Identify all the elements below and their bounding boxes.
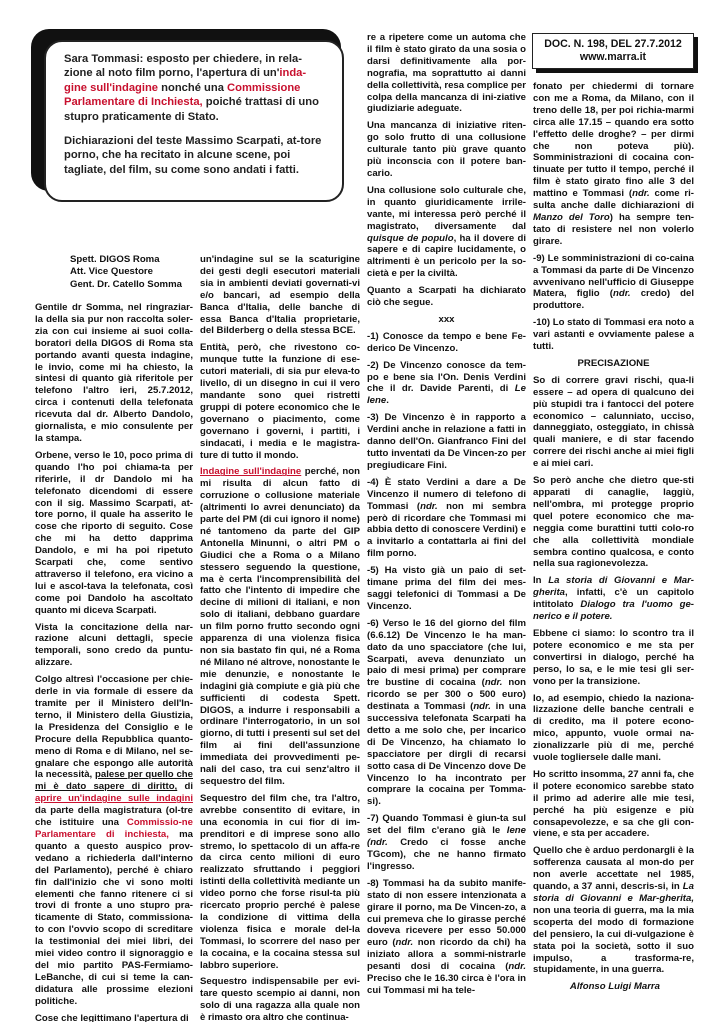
text-span: , ha il dovere di sapere e di capire lucidamente, o altrimenti è un pericolo per la so-cietà e per la civiltà. [367,232,526,280]
column-2 [200,254,360,1022]
italic-text: Le Iene [367,383,526,407]
column-3 [367,32,526,1022]
paragraph: Orbene, verso le 10, poco prima di quando l'ho poi chiama-ta per riferirle, il dr Dandolo mi ha telefonato dicendomi di essere con il sig. Massimo Scarpati, at-tore porno, il quale ha asserito le cose che riporto di seguito. Cose che mi ha detto dapprima Dandolo, e mi ha poi ripetuto Scarpati che, come sentivo attraverso il telefono, era vicino a lui e ascol-tava la telefonata, così come poi Dandolo ha ascoltato quanto mi diceva Scarpati. [35,449,193,616]
list-item: -5) Ha visto già un paio di set-timane prima del film dei mes-saggi telefonici di Tommasi a De Vincenzo. [367,565,526,612]
red-underlined-text: aprire un'indagine sulle indagini [35,793,193,805]
underlined-text: palese per quello che mi è dato sapere di diritto, [35,769,193,793]
header-title-part: Sara Tommasi: esposto per chiedere, in rela-zione al noto film porno, l'apertura di un' [64,53,302,80]
text-span: -7) Quando Tommasi è giun-ta sul set del film c'erano già le [367,813,526,837]
paragraph [200,466,360,787]
italic-text: ndr. [473,701,491,713]
text-span: non mi sembra però di ricordare che Tommasi mi abbia detto di conoscere Verdini) e a invitarlo a contattarla ai fini del film porno. [367,500,526,560]
text-span: -6) Verso le 16 del giorno del film (6.6.12) De Vincenzo le ha man-dato da uno spacciatore (che lui, Scarpati, aveva denunziato un paio di mesi prima) per comprare tre bustine di cocaina ( [367,617,526,689]
address-line: Gent. Dr. Catello Somma [70,278,182,290]
text-span: -4) È stato Verdini a dare a De Vincenzo il numero di telefono di Tommasi ( [367,476,526,512]
paragraph: Entità, però, che rivestono co-munque tutte la funzione di ese-cutori materiali, di sia pur eleva-to livello, di un disegno in cui il vero mandante sono quei ristretti gruppi di potere economico che le governano o piacimento, come governano i governi, i partiti, i sindacati, i media e le magistra-ture di tutto il mondo. [200,342,360,461]
paragraph: Gentile dr Somma, nel ringraziar-la della sia pur non raccolta soler-zia con cui insieme ai suoi colla-boratori della DIGOS di Roma sta portando avanti questa indagine, le invio, come mi ha chiesto, la sintesi di quanto già riferitole per telefono l'altro ieri, 25.7.2012, circa i contenuti della telefonata ricevuta dal dr. Alberto Dandolo, giornalista, e mio consulente per la stampa. [35,302,193,444]
text-span: come ri-sulta anche dalle dichiarazioni di [533,188,694,212]
list-item [367,618,526,809]
italic-text: ndr. [612,288,631,300]
red-text: Commissio-ne Parlamentare di inchiesta, [35,817,193,840]
text-span: Credo ci fosse anche TGcom), che ne hanno firmato l'ingresso. [367,837,526,872]
italic-text: Manzo del Toro [533,211,610,223]
text-span: Preciso che le 16.30 circa è l'ora in cui Tommasi mi ha tele- [367,973,526,996]
text-span: perché, non mi risulta di alcun fatto di corruzione o collusione materiale (altrimenti lo avrei denunciato) da parte del PM (di cui ignoro il nome) né tantomeno da parte del GIP Antonella Minunni, o altri PM o Giudici che a Roma o a Milano stessero seguendo la questione, ma è certa l'incomprensibilità del fatto che l'intento di impedire che decine di milioni di italiani, e non solo di italiani, debbano guardare un film porno frutto secondo ogni apparenza di una violenza fisica non sia bastato fin qui, né a Roma né Milano né altrove, nonostante le mie denunzie, e nonostante le indagini già compiute e già più che sufficienti di codesta Spett. DIGOS, a indurre i responsabili a ordinare l'interrogatorio, in un sol giorno, di tutti i presenti sul set del film ai fini dell'assunzione immediata dei provvedimenti pe-nali del caso, tra cui senz'altro il sequestro del film. [200,466,360,787]
paragraph: Ho scritto insomma, 27 anni fa, che il potere economico sarebbe stato il primo ad aderire alle mie tesi, perché ha più esigenze e più consapevolezze, e sa che gli con-viene, e sta per accadere. [533,768,694,840]
text-span: -8) Tommasi ha da subito manife-stato di non essere intenzionata a girare il porno, ma De Vincen-zo, a cui premeva che lo girasse perché doveva ricevere per esso 50.000 euro ( [367,877,526,949]
text-span: In [533,575,549,587]
paragraph [533,845,694,976]
text-span: -9) Le somministrazioni di co-caina a Tommasi da parte di De Vincenzo avvenivano nell'ufficio di Giuseppe Matera, figlio ( [533,252,694,300]
text-span: non ricordo da chi) ha iniziato allora a sommi-nistrarle pesanti dosi di cocaina ( [367,937,526,973]
text-span: ) ha sempre ten-tato di resistere nel non volerlo girare. [533,211,694,247]
section-heading: PRECISAZIONE [577,357,650,369]
paragraph: un'indagine sul se la scaturigine dei gesti degli esecutori materiali sia in ambienti deviati governati-vi e/o bancari, ad esempio della Banca d'Italia, delle banche di essa Banca d'Italia proprietarie, del Bilderberg o della stessa BCE. [200,254,360,337]
text-span: fonato per chiedermi di tornare con me a Roma, da Milano, con il treno delle 18, per poi richia-marmi circa alle 17.15 – quando era sotto l'effetto delle droghe? – per dirmi che non poteva più). Somministrazioni di cocaina con-tinuate per tutto il tempo, perché il film è stato girato fino alle 3 del mattino e Tommasi ( [533,81,694,200]
text-span: di [177,781,193,793]
italic-text: La storia di Giovanni e Mar-gherita, [533,881,694,904]
paragraph: Vista la concitazione della nar-razione alcuni dettagli, specie temporali, sono credo da puntu-alizzare. [35,621,193,669]
paragraph: So di correre gravi rischi, qua-li essere – ad opera di qualcuno dei più stupidi tra i fantocci del potere economico – calunniato, ucciso, danneggiato, osteggiato, in chissà quali maniere, e di star facendo correre dei rischi anche ai miei figli e ai miei cari. [533,374,694,470]
list-item [367,878,526,997]
list-item: -3) De Vincenzo è in rapporto a Verdini anche in relazione a fatti in danno dell'On. Gianfranco Fini del tutto inventati da De Vincen-zo per pregiudicare Fini. [367,412,526,471]
paragraph: Sequestro indispensabile per evi-tare questo scempio ai danni, non solo di una ragazza alla quale non è rimasto ora altro che continua- [200,976,360,1022]
paragraph: Sequestro del film che, tra l'altro, avrebbe consentito di evitare, in una economia in cui fior di im-prenditori e di imprese sono allo stremo, lo spettacolo di un affa-re da circa cento milioni di euro realizzato sfruttando i peggiori istinti della collettività mediante un video porno che forse risul-ta più ricercato proprio perché è palese la condizione di vittima della violenza fisica e morale del-la Tommasi, lo scorrere del naso per la cocaina, e la cocaina stessa sul labbro superiore. [200,792,360,971]
italic-text: Dialogo tra l'uomo ge-nerico e il potere. [533,599,694,623]
paragraph: Quanto a Scarpati ha dichiarato ciò che segue. [367,285,526,309]
doc-box [532,33,694,69]
red-underlined-text: Indagine sull'indagine [200,466,302,478]
text-span: non ricordo se per 300 o 500 euro) destinata a Tommasi ( [367,677,526,713]
paragraph: re a ripetere come un automa che il film è stato girato da una sosia o darsi definitivamente alla por-nografia, ma soprattutto ai danni della collettività, resa complice per colpa della mancanza di ini-ziative giudiziarie adeguate. [367,32,526,115]
column-1 [35,302,193,1022]
text-span: Colgo altresì l'occasione per chie-derle in via formale di essere da tramite per il Ministero dell'In-terno, il Ministero della Giustizia, la Presidenza del Consiglio e le Procure della Repubblica quanto-meno di Roma e di Milano, nel se-gnalare che espongo alle autorità la necessità, [35,674,193,781]
text-span: Quello che è arduo perdonargli è la sofferenza causata al mon-do per non averle accettate nel 1985, quando, a 37 anni, descris-si, in [533,845,694,893]
paragraph [533,575,694,623]
address-line: Att. Vice Questore [70,266,153,278]
italic-text: ndr. [632,188,650,200]
text-span: ma quanto a questo auspico prov-vedano a richiederla dall'interno del Parlamento), perché è chiaro fin dall'inizio che vi sono molti elementi che fanno ritenere ci si trovi di fronte a uno stupro pra-ticamente di Stato, commissiona-to con l'ovvio scopo di screditare la testimonial dei miei libri, dei miei video contro il signoraggio e del mio partito PAS-Fermiamo-LeBanche, di cui si teme la can-didatura alle prossime elezioni politiche. [35,828,193,1007]
paragraph [533,253,694,313]
italic-text: ndr. [395,937,414,949]
italic-text: La storia di Giovanni e Mar-gherita [533,575,694,599]
paragraph: Io, ad esempio, chiedo la naziona-lizzazione delle banche centrali e di credito, ma il potere econo-mico, appunto, vuole ormai na-zionalizzarle più di me, perché vuole togliersele dalle mani. [533,692,694,764]
text-span: in una successiva telefonata Scarpati ha detto a me solo che, per incarico di De Vincenzo, ha chiamato lo spacciatore per dirgli di recarsi sotto casa di De Vincenzo dove De Vincenzo lo ha incontrato per comprare la cocaina per Tomma-si). [367,701,526,808]
list-item [367,813,526,873]
paragraph [367,185,526,280]
header-title-red: Commissione Parlamentare di Inchiesta, [64,81,301,109]
paragraph: -10) Lo stato di Tommasi era noto a vari astanti e ovviamente palese a tutti. [533,317,694,353]
list-item: -1) Conosce da tempo e bene Fe-derico De Vincenzo. [367,330,526,354]
text-span: da parte della magistratura (ol-tre che istituire una [35,805,193,829]
text-span: . [386,395,389,407]
italic-text: Iene (ndr. [367,825,526,849]
italic-text: ndr. [484,677,503,689]
text-span: credo) del produttore. [533,288,694,312]
header-title-part: poiché trattasi di uno stupro praticamente di Stato. [64,96,319,123]
signature: Alfonso Luigi Marra [569,981,660,993]
address-line: Spett. DIGOS Roma [70,254,160,265]
doc-number: DOC. N. 198, DEL 27.7.2012 [544,38,682,50]
header-box [44,40,344,202]
doc-website: www.marra.it [579,51,647,63]
paragraph: So però anche che dietro que-sti apparati di canaglie, laggiù, nell'ombra, mi protegge proprio quel potere economico che ma-neggia come burattini tutti colo-ro che alla collettività mondiale sembra contino qualcosa, e conto nella sua ragionevolezza. [533,475,694,570]
column-4 [533,81,694,1022]
paragraph: Una mancanza di iniziative riten-go solo frutto di una collusione culturale tanto più grave quanto più inconscia con il potere ban-cario. [367,120,526,179]
paragraph: Ebbene ci siamo: lo scontro tra il potere economico e me sta per convertirsi in dialogo, perché ha perso, lo sa, e le mie tesi gli ser-vono per la transizione. [533,627,694,687]
italic-text: ndr. [508,961,526,973]
header-title [64,52,328,124]
list-item [367,477,526,560]
paragraph [35,674,193,1007]
address-block [70,254,182,291]
text-span: , infatti, c'è un capitolo intitolato [533,587,694,611]
text-span: Una collusione solo culturale che, in quanto giuridicamente irrile-vante, mi interessa però perché il magistrato, diversamente dal [367,184,526,232]
paragraph: Cose che legittimano l'apertura di [35,1012,189,1022]
text-span: -2) De Vincenzo conosce da tem-po e bene sia l'On. Denis Verdini che il dr. Davide Parenti, di [367,359,526,395]
header-subtitle: Dichiarazioni del teste Massimo Scarpati, at-tore porno, che ha recitato in alcune scene, poi tagliate, del film, su come sono andati i fatti. [64,135,322,176]
italic-text: quisque de populo [367,232,454,244]
header-title-red: inda-gine sull'indagine [64,67,307,94]
paragraph [533,81,694,248]
text-span: non una teoria di guerra, ma la mia scoperta del modo di formazione del pensiero, la cui di-vulgazione è stata poi la società, sotto il suo impulso, a trasforma-re, stupidamente, in una guerra. [533,904,694,976]
separator: xxx [438,313,455,325]
header-title-part: nonché una [158,81,228,94]
list-item [367,360,526,408]
italic-text: ndr. [420,500,438,512]
